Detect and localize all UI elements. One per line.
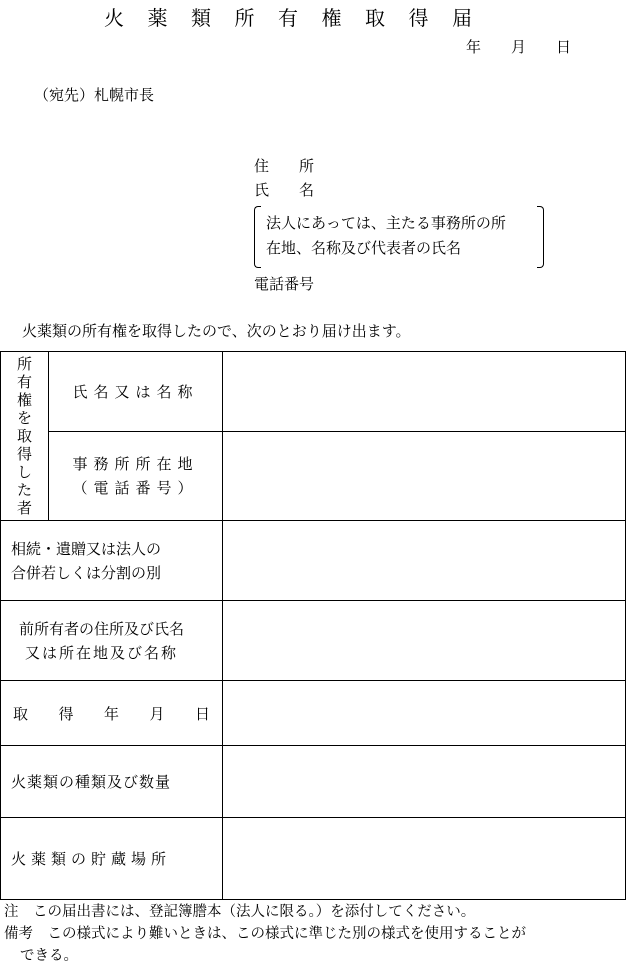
right-bracket bbox=[537, 206, 544, 268]
office-label: 事務所所在地 （電話番号） bbox=[49, 432, 223, 521]
applicant-phone-label: 電話番号 bbox=[254, 275, 315, 293]
kind-qty-label: 火薬類の種類及び数量 bbox=[1, 746, 223, 818]
table-row bbox=[1, 432, 626, 521]
date-year-label: 年 bbox=[466, 38, 482, 56]
intro-text: 火薬類の所有権を取得したので、次のとおり届け出ます。 bbox=[22, 322, 411, 340]
inheritance-input-cell[interactable] bbox=[223, 521, 626, 601]
table-row bbox=[1, 818, 626, 900]
note-2-line2: できる。 bbox=[20, 948, 78, 964]
storage-label: 火薬類の貯蔵場所 bbox=[1, 818, 223, 900]
acquirer-vertical-label: 所 有 権 を 取 得 し た 者 bbox=[1, 352, 49, 521]
prev-owner-label: 前所有者の住所及び氏名 又は所在地及び名称 bbox=[1, 601, 223, 681]
table-row bbox=[1, 521, 626, 601]
table-row bbox=[1, 601, 626, 681]
date-line bbox=[466, 36, 571, 57]
table-row bbox=[1, 681, 626, 746]
form-table bbox=[0, 351, 626, 900]
date-day-label: 日 bbox=[556, 38, 572, 56]
date-month-label: 月 bbox=[511, 38, 527, 56]
note-2-line1: 備考 この様式により難いときは、この様式に準じた別の様式を使用することが bbox=[4, 926, 526, 942]
table-row bbox=[1, 352, 626, 432]
kind-qty-input-cell[interactable] bbox=[223, 746, 626, 818]
addressee: （宛先）札幌市長 bbox=[34, 86, 155, 104]
inheritance-label: 相続・遺贈又は法人の 合併若しくは分割の別 bbox=[1, 521, 223, 601]
page-title: 火薬類所有権取得届 bbox=[104, 6, 496, 30]
applicant-name-label: 氏 名 bbox=[254, 181, 315, 199]
office-input-cell[interactable] bbox=[223, 432, 626, 521]
name-label: 氏名又は名称 bbox=[49, 352, 223, 432]
prev-owner-input-cell[interactable] bbox=[223, 601, 626, 681]
table-row bbox=[1, 746, 626, 818]
storage-input-cell[interactable] bbox=[223, 818, 626, 900]
corp-note-line2: 在地、名称及び代表者の氏名 bbox=[266, 239, 462, 257]
applicant-address-label: 住 所 bbox=[254, 157, 315, 175]
corp-note-line1: 法人にあっては、主たる事務所の所 bbox=[266, 214, 506, 232]
left-bracket bbox=[254, 206, 261, 268]
corp-note-bracket bbox=[254, 206, 544, 268]
name-input-cell[interactable] bbox=[223, 352, 626, 432]
note-1: 注 この届出書には、登記簿謄本（法人に限る。）を添付してください。 bbox=[4, 904, 476, 920]
acq-date-input-cell[interactable] bbox=[223, 681, 626, 746]
acq-date-label: 取 得 年 月 日 bbox=[1, 681, 223, 746]
